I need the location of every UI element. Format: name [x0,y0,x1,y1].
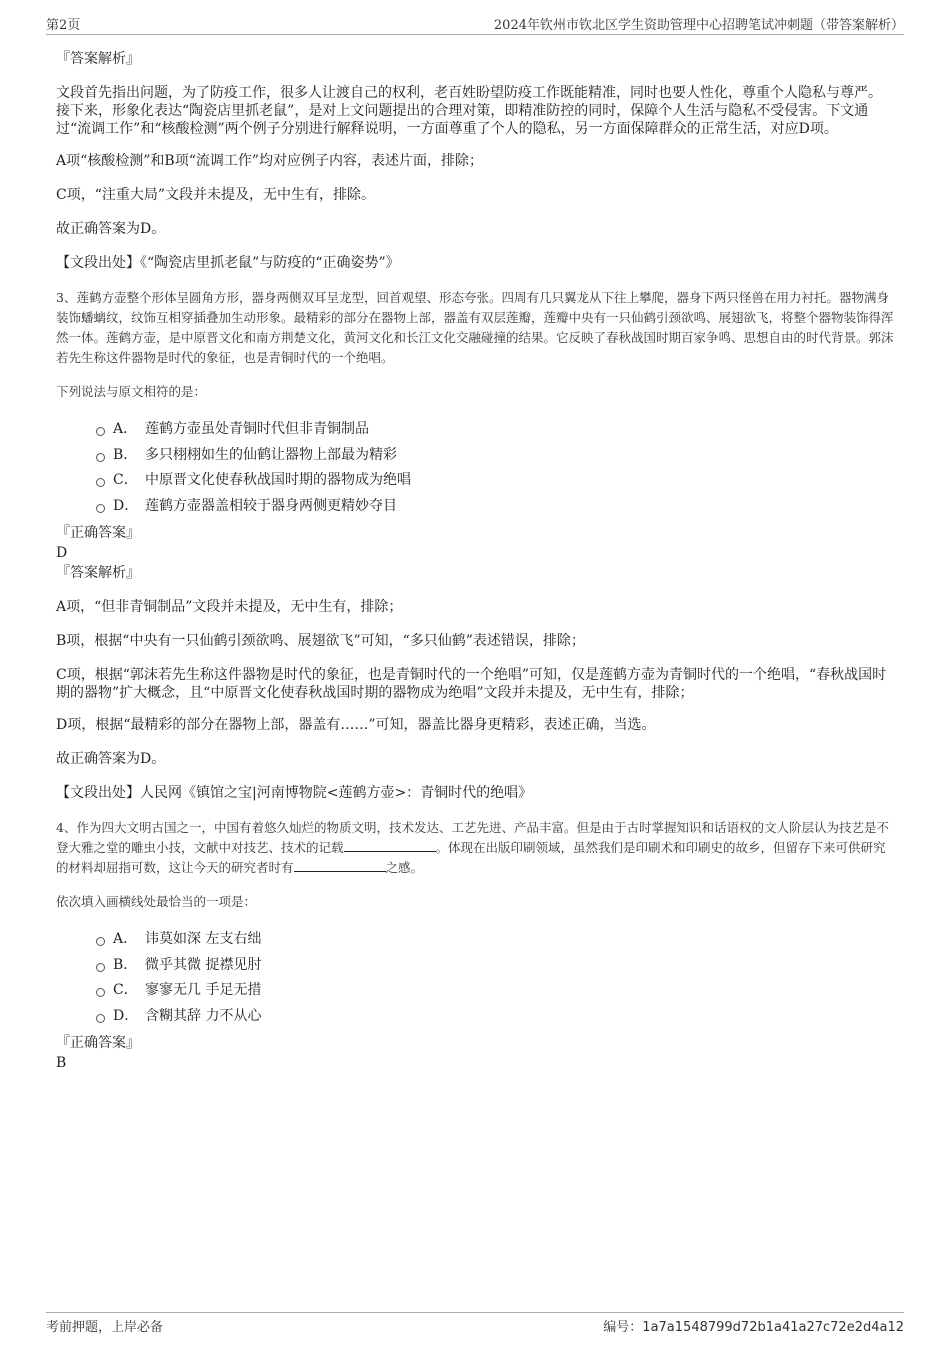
option-c[interactable]: C． 中原晋文化使春秋战国时期的器物成为绝唱 [96,468,894,494]
analysis-label: 『答案解析』 [56,565,140,581]
fill-blank [294,859,386,872]
question-prompt: 下列说法与原文相符的是： [56,384,207,399]
page-number: 第2页 [46,18,81,33]
analysis-conclusion: 故正确答案为D。 [56,751,166,767]
answer-options [96,927,894,1029]
option-c[interactable]: C． 寥寥无几 手足无措 [96,978,894,1004]
analysis-paragraph: C项，“注重大局”文段并未提及，无中生有，排除。 [56,187,376,203]
question-prompt: 依次填入画横线处最恰当的一项是： [56,894,257,909]
correct-answer: B [56,1055,67,1071]
option-a[interactable]: A． 莲鹤方壶虽处青铜时代但非青铜制品 [96,417,894,443]
radio-icon[interactable] [96,937,105,946]
answer-options [96,417,894,519]
page-content [56,46,894,1072]
option-d[interactable]: D． 含糊其辞 力不从心 [96,1004,894,1030]
radio-icon[interactable] [96,427,105,436]
option-b[interactable]: B． 微乎其微 捉襟见肘 [96,953,894,979]
source-citation: 【文段出处】人民网《镇馆之宝|河南博物院<莲鹤方壶>：青铜时代的绝唱》 [56,785,533,801]
correct-answer: D [56,545,68,561]
document-code: 编号：1a7a1548799d72b1a41a27c72e2d4a12 [603,1320,904,1335]
radio-icon[interactable] [96,988,105,997]
option-b[interactable]: B． 多只栩栩如生的仙鹤让器物上部最为精彩 [96,443,894,469]
page-footer [46,1312,904,1333]
option-d[interactable]: D． 莲鹤方壶器盖相较于器身两侧更精妙夺目 [96,494,894,520]
footer-slogan: 考前押题，上岸必备 [46,1320,164,1335]
option-a[interactable]: A． 讳莫如深 左支右绌 [96,927,894,953]
analysis-paragraph: B项，根据“中央有一只仙鹤引颈欲鸣、展翅欲飞”可知，“多只仙鹤”表述错误，排除； [56,633,585,649]
radio-icon[interactable] [96,1014,105,1023]
fill-blank [344,839,436,852]
analysis-paragraph: 文段首先指出问题，为了防疫工作，很多人让渡自己的权利，老百姓盼望防疫工作既能精准，同时也要人性化，尊重个人隐私与尊严。接下来，形象化表达“陶瓷店里抓老鼠”，是对上文问题提出的合理对策，即精准防控的同时，保障个人生活与隐私不受侵害。下文通过“流调工作”和“核酸检测”两个例子分别进行解释说明，一方面尊重了个人的隐私，另一方面保障群众的正常生活，对应D项。 [56,85,882,137]
page-header [46,12,904,35]
radio-icon[interactable] [96,504,105,513]
analysis-conclusion: 故正确答案为D。 [56,221,166,237]
correct-answer-label: 『正确答案』 [56,1035,140,1051]
source-citation: 【文段出处】《“陶瓷店里抓老鼠”与防疫的“正确姿势”》 [56,255,400,271]
analysis-paragraph: C项，根据“郭沫若先生称这件器物是时代的象征，也是青铜时代的一个绝唱”可知，仅是莲鹤方壶为青铜时代的一个绝唱，“春秋战国时期的器物”扩大概念，且“中原晋文化使春秋战国时期的器物成为绝唱”文段并未提及，无中生有，排除； [56,667,887,701]
document-title: 2024年钦州市钦北区学生资助管理中心招聘笔试冲刺题（带答案解析） [493,18,904,33]
radio-icon[interactable] [96,478,105,487]
analysis-label: 『答案解析』 [56,51,140,67]
question-stem: 4、作为四大文明古国之一，中国有着悠久灿烂的物质文明，技术发达、工艺先进、产品丰富。但是由于古时掌握知识和话语权的文人阶层认为技艺是不登大雅之堂的雕虫小技，文献中对技艺、技术的记载 。体现在出版印刷领域，虽然我们是印刷术和印刷史的故乡，但留存下来可供研究的材料却屈指可数，这让今天的研究者时有 之感。 [56,820,889,875]
analysis-paragraph: D项，根据“最精彩的部分在器物上部，器盖有……”可知，器盖比器身更精彩，表述正确，当选。 [56,717,656,733]
radio-icon[interactable] [96,453,105,462]
radio-icon[interactable] [96,963,105,972]
analysis-paragraph: A项“核酸检测”和B项“流调工作”均对应例子内容，表述片面，排除； [56,153,484,169]
correct-answer-label: 『正确答案』 [56,525,140,541]
analysis-paragraph: A项，“但非青铜制品”文段并未提及，无中生有，排除； [56,599,403,615]
question-stem: 3、莲鹤方壶整个形体呈圆角方形，器身两侧双耳呈龙型，回首观望、形态夸张。四周有几只翼龙从下往上攀爬，器身下两只怪兽在用力衬托。器物满身装饰蟠螭纹，纹饰互相穿插叠加生动形象。最精彩的部分在器物上部，器盖有双层莲瓣，莲瓣中央有一只仙鹤引颈欲鸣、展翅欲飞，将整个器物装饰得浑然一体。莲鹤方壶，是中原晋文化和南方荆楚文化，黄河文化和长江文化交融碰撞的结果。它反映了春秋战国时期百家争鸣、思想自由的时代背景。郭沫若先生称这件器物是时代的象征，也是青铜时代的一个绝唱。 [56,290,894,365]
